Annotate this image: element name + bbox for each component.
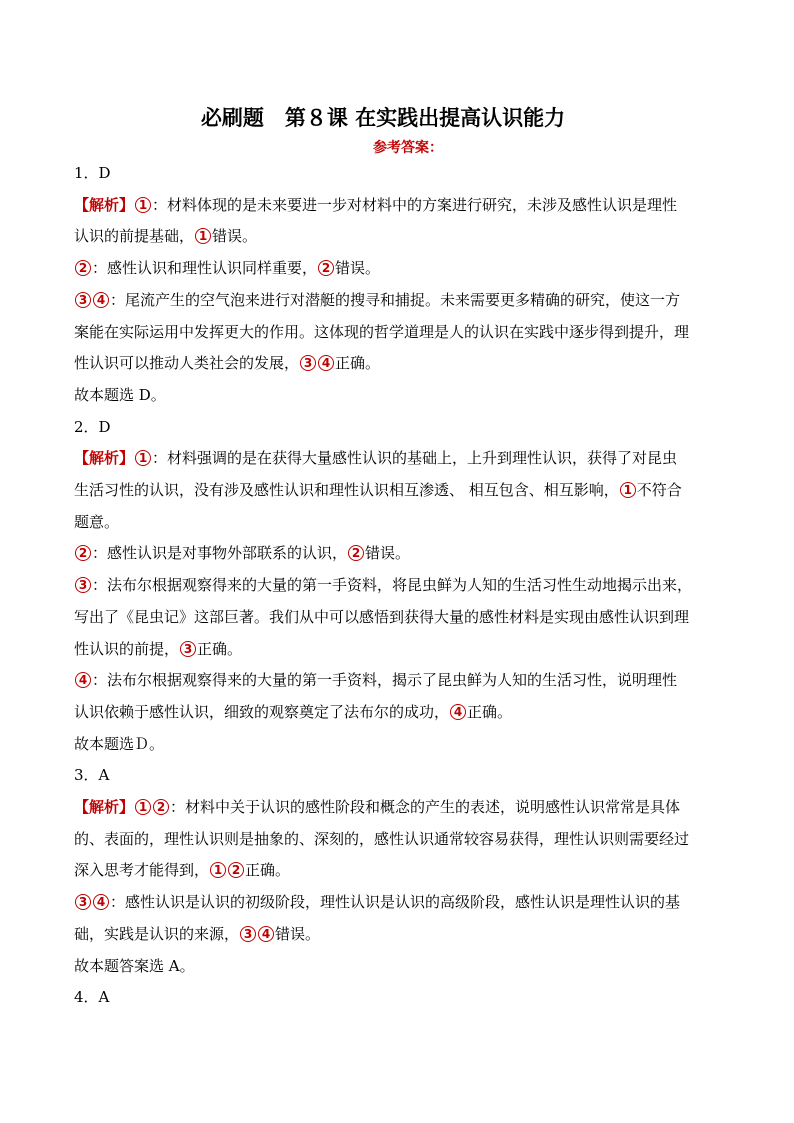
option-number-badge: 2: [153, 799, 169, 815]
explanation-line: [74, 887, 726, 917]
line-text: ：尾流产生的空气泡来进行对潜艇的搜寻和捕捉。未来需要更多精确的研究，使这一方: [110, 290, 681, 309]
line-text: 性认识可以推动人类社会的发展，: [74, 354, 300, 373]
line-text: 故本题选Ｄ。: [74, 734, 165, 753]
explanation-line: [74, 697, 726, 727]
analysis-tag: 【解析】: [74, 798, 135, 816]
answer-line: [74, 158, 726, 188]
explanation-line: [74, 285, 726, 315]
option-number-badge: 3: [240, 926, 256, 942]
option-number-badge: 1: [210, 862, 226, 878]
line-text: 础，实践是认识的来源，: [74, 924, 240, 943]
explanation-line: [74, 602, 726, 632]
answer-line: [74, 982, 726, 1012]
option-number-badge: 4: [93, 292, 109, 308]
option-number-badge: 1: [135, 799, 151, 815]
line-text: 题意。: [74, 512, 120, 531]
option-number-badge: 2: [75, 260, 91, 276]
line-text: 故本题选 D。: [74, 385, 166, 404]
line-text: 的、表面的，理性认识则是抽象的、深刻的，感性认识通常较容易获得，理性认识则需要经过: [74, 829, 690, 848]
explanation-line: [74, 855, 726, 885]
line-text: 生活习性的认识，没有涉及感性认识和理性认识相互渗透、 相互包含、相互影响，: [74, 481, 619, 499]
answer-line: [74, 412, 726, 442]
answer-line: [74, 760, 726, 790]
line-tail: 不符合: [636, 481, 682, 499]
line-text: ：法布尔根据观察得来的大量的第一手资料，将昆虫鲜为人知的生活习性生动地揭示出来，: [92, 576, 693, 595]
explanation-line: [74, 475, 726, 505]
line-text: ：感性认识和理性认识同样重要，: [92, 259, 318, 278]
line-text: 案能在实际运用中发挥更大的作用。这体现的哲学道理是人的认识在实践中逐步得到提升，理: [74, 322, 690, 341]
option-number-badge: 4: [450, 704, 466, 720]
option-number-badge: 1: [195, 228, 211, 244]
line-tail: 正确。: [467, 702, 513, 721]
explanation-line: [74, 824, 726, 854]
option-number-badge: 4: [93, 894, 109, 910]
option-number-badge: 2: [348, 545, 364, 561]
explanation-line: [74, 253, 726, 283]
explanation-line: [74, 570, 726, 600]
line-text: 故本题答案选 A。: [74, 956, 195, 975]
option-number-badge: 1: [620, 482, 636, 498]
option-number-badge: 2: [75, 545, 91, 561]
answer-label: 4．A: [74, 988, 110, 1007]
line-text: 深入思考才能得到，: [74, 861, 210, 880]
explanation-line: [74, 443, 726, 473]
line-tail: 正确。: [245, 861, 291, 880]
option-number-badge: 3: [180, 641, 196, 657]
option-number-badge: 2: [228, 862, 244, 878]
explanation-line: [74, 792, 726, 822]
line-text: 认识的前提基础，: [74, 227, 195, 246]
line-tail: 错误。: [275, 924, 321, 943]
explanation-line: [74, 634, 726, 664]
option-number-badge: 3: [75, 894, 91, 910]
explanation-line: [74, 190, 726, 220]
explanation-line: [74, 665, 726, 695]
line-tail: 正确。: [197, 639, 243, 658]
explanation-line: [74, 951, 726, 981]
option-number-badge: 2: [318, 260, 334, 276]
option-number-badge: 1: [135, 197, 151, 213]
analysis-tag: 【解析】: [74, 195, 135, 214]
line-text: ：材料强调的是在获得大量感性认识的基础上，上升到理性认识，获得了对昆虫: [152, 449, 678, 468]
option-number-badge: 3: [300, 355, 316, 371]
line-text: ：材料中关于认识的感性阶段和概念的产生的表述，说明感性认识常常是具体: [170, 798, 681, 816]
explanation-line: [74, 380, 726, 410]
line-tail: 错误。: [365, 544, 411, 563]
line-text: 性认识的前提，: [74, 639, 180, 658]
option-number-badge: 4: [75, 672, 91, 688]
page-title: 必刷题 第８课 在实践出提高认识能力: [200, 105, 566, 130]
explanation-line: [74, 507, 726, 537]
explanation-line: [74, 919, 726, 949]
explanation-line: [74, 348, 726, 378]
explanation-line: [74, 729, 726, 759]
answer-label: 1．D: [74, 164, 111, 182]
option-number-badge: 4: [318, 355, 334, 371]
explanation-line: [74, 538, 726, 568]
explanation-line: [74, 317, 726, 347]
line-tail: 错误。: [335, 259, 381, 278]
answer-label: 2．D: [74, 417, 111, 436]
line-tail: 正确。: [335, 354, 381, 373]
line-text: ：感性认识是对事物外部联系的认识，: [92, 544, 348, 563]
line-text: 认识依赖于感性认识，细致的观察奠定了法布尔的成功，: [74, 702, 450, 721]
answer-label: 3．A: [74, 766, 110, 785]
line-text: ：材料体现的是未来要进一步对材料中的方案进行研究，未涉及感性认识是理性: [152, 195, 678, 214]
line-tail: 错误。: [212, 227, 258, 246]
answer-key-heading: 参考答案：: [373, 140, 443, 156]
line-text: 写出了《昆虫记》这部巨著。我们从中可以感悟到获得大量的感性材料是实现由感性认识到理: [74, 607, 690, 626]
line-text: ：感性认识是认识的初级阶段，理性认识是认识的高级阶段，感性认识是理性认识的基: [110, 893, 681, 912]
line-text: ：法布尔根据观察得来的大量的第一手资料，揭示了昆虫鲜为人知的生活习性，说明理性: [92, 671, 678, 690]
analysis-tag: 【解析】: [74, 449, 135, 468]
explanation-line: [74, 221, 726, 251]
option-number-badge: 3: [75, 292, 91, 308]
option-number-badge: 1: [135, 450, 151, 466]
option-number-badge: 3: [75, 577, 91, 593]
option-number-badge: 4: [258, 926, 274, 942]
